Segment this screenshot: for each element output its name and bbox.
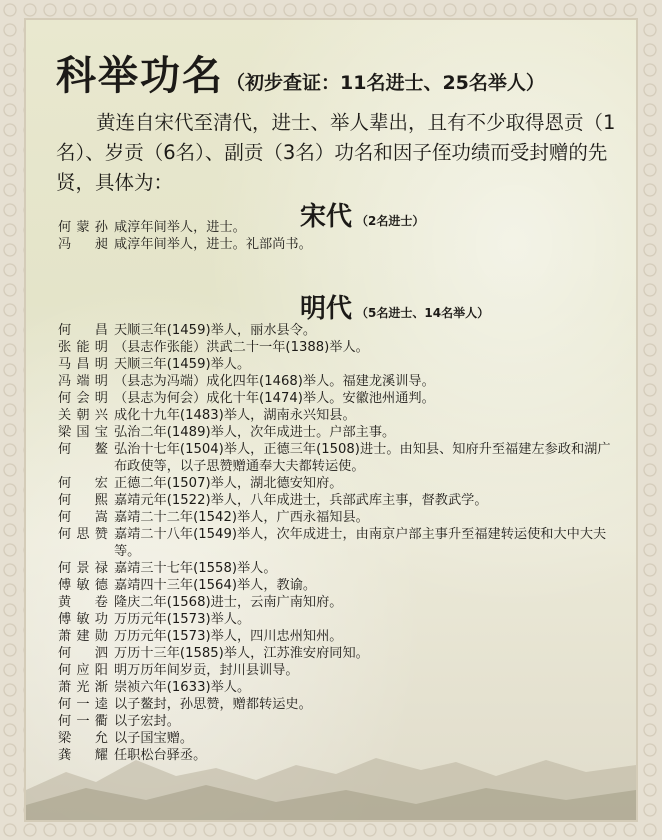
person-desc: 正德二年(1507)举人，湖北德安知府。 bbox=[114, 476, 343, 491]
person-name: 何 宏 bbox=[58, 476, 108, 491]
list-item bbox=[58, 577, 618, 594]
list-item bbox=[58, 645, 618, 662]
content-panel bbox=[26, 20, 636, 820]
person-name: 梁 允 bbox=[58, 731, 108, 746]
list-item bbox=[58, 747, 618, 764]
person-desc: 嘉靖元年(1522)举人，八年成进士，兵部武库主事，督教武学。 bbox=[114, 493, 488, 508]
person-desc: 嘉靖二十二年(1542)举人，广西永福知县。 bbox=[114, 510, 369, 525]
title-line bbox=[56, 44, 545, 101]
person-name: 萧建勋 bbox=[58, 629, 108, 644]
person-desc: 嘉靖三十七年(1558)举人。 bbox=[114, 561, 277, 576]
person-desc: 万历元年(1573)举人。 bbox=[114, 612, 251, 627]
list-item bbox=[58, 526, 618, 560]
person-desc: 明万历年间岁贡，封川县训导。 bbox=[114, 663, 299, 678]
list-item bbox=[58, 390, 618, 407]
list-item bbox=[58, 339, 618, 356]
person-desc: 万历十三年(1585)举人，江苏淮安府同知。 bbox=[114, 646, 369, 661]
person-name: 萧光渐 bbox=[58, 680, 108, 695]
list-item bbox=[58, 594, 618, 611]
person-name: 傅敏功 bbox=[58, 612, 108, 627]
person-desc: 嘉靖二十八年(1549)举人，次年成进士，由南京户部主事升至福建转运使和大中大夫等。 bbox=[114, 527, 607, 559]
person-name: 何一逵 bbox=[58, 697, 108, 712]
list-item bbox=[58, 219, 618, 236]
person-name: 关朝兴 bbox=[58, 408, 108, 423]
person-desc: 咸淳年间举人，进士。 bbox=[114, 220, 246, 235]
song-entry-list bbox=[58, 219, 618, 253]
person-name: 冯端明 bbox=[58, 374, 108, 389]
list-item bbox=[58, 356, 618, 373]
person-name: 何 泗 bbox=[58, 646, 108, 661]
person-desc: 崇祯六年(1633)举人。 bbox=[114, 680, 251, 695]
song-section-note: （2名进士） bbox=[356, 214, 425, 228]
person-name: 黄 卷 bbox=[58, 595, 108, 610]
person-desc: 弘治十七年(1504)举人，正德三年(1508)进士。由知县、知府升至福建左参政和湖广布政使等，以子思赞赠通奉大夫都转运使。 bbox=[114, 442, 611, 474]
list-item bbox=[58, 611, 618, 628]
ming-section-heading bbox=[300, 288, 489, 325]
person-name: 傅敏德 bbox=[58, 578, 108, 593]
person-name: 何会明 bbox=[58, 391, 108, 406]
person-name: 龚 耀 bbox=[58, 748, 108, 763]
person-name: 梁国宝 bbox=[58, 425, 108, 440]
person-desc: 弘治二年(1489)举人，次年成进士。户部主事。 bbox=[114, 425, 396, 440]
list-item bbox=[58, 628, 618, 645]
person-name: 何 嵩 bbox=[58, 510, 108, 525]
person-desc: （县志作张能）洪武二十一年(1388)举人。 bbox=[114, 340, 369, 355]
song-section-title: 宋代 bbox=[300, 202, 353, 232]
list-item bbox=[58, 373, 618, 390]
title-note: （初步查证：11名进士、25名举人） bbox=[226, 72, 545, 94]
person-desc: 隆庆二年(1568)进士，云南广南知府。 bbox=[114, 595, 343, 610]
person-desc: 万历元年(1573)举人，四川忠州知州。 bbox=[114, 629, 343, 644]
list-item bbox=[58, 679, 618, 696]
ming-entry-list bbox=[58, 322, 618, 764]
person-desc: 天顺三年(1459)举人，丽水县令。 bbox=[114, 323, 317, 338]
person-desc: 以子国宝赠。 bbox=[114, 731, 194, 746]
person-desc: 任职松台驿丞。 bbox=[114, 748, 207, 763]
person-name: 何 昌 bbox=[58, 323, 108, 338]
person-desc: 咸淳年间举人，进士。礼部尚书。 bbox=[114, 237, 312, 252]
person-name: 张能明 bbox=[58, 340, 108, 355]
person-desc: （县志为冯端）成化四年(1468)举人。福建龙溪训导。 bbox=[114, 374, 435, 389]
list-item bbox=[58, 407, 618, 424]
person-desc: 以子鳌封，孙思赞，赠都转运史。 bbox=[114, 697, 312, 712]
person-name: 冯 昶 bbox=[58, 237, 108, 252]
person-name: 何思赞 bbox=[58, 527, 108, 542]
list-item bbox=[58, 424, 618, 441]
person-desc: 嘉靖四十三年(1564)举人，教谕。 bbox=[114, 578, 317, 593]
person-desc: 成化十九年(1483)举人，湖南永兴知县。 bbox=[114, 408, 356, 423]
person-name: 何 鳌 bbox=[58, 442, 108, 457]
list-item bbox=[58, 696, 618, 713]
list-item bbox=[58, 509, 618, 526]
person-name: 何蒙孙 bbox=[58, 220, 108, 235]
person-desc: 天顺三年(1459)举人。 bbox=[114, 357, 251, 372]
list-item bbox=[58, 236, 618, 253]
person-name: 何景禄 bbox=[58, 561, 108, 576]
list-item bbox=[58, 662, 618, 679]
page-title: 科举功名 bbox=[56, 53, 224, 99]
list-item bbox=[58, 322, 618, 339]
list-item bbox=[58, 713, 618, 730]
list-item bbox=[58, 730, 618, 747]
person-name: 何应阳 bbox=[58, 663, 108, 678]
list-item bbox=[58, 475, 618, 492]
list-item bbox=[58, 441, 618, 475]
list-item bbox=[58, 560, 618, 577]
person-desc: 以子宏封。 bbox=[114, 714, 180, 729]
person-desc: （县志为何会）成化十年(1474)举人。安徽池州通判。 bbox=[114, 391, 435, 406]
person-name: 何一衢 bbox=[58, 714, 108, 729]
intro-paragraph: 黄连自宋代至清代，进士、举人辈出，且有不少取得恩贡（1名）、岁贡（6名）、副贡（3名）功名和因子侄功绩而受封赠的先贤，具体为： bbox=[56, 111, 616, 194]
ming-section-note: （5名进士、14名举人） bbox=[356, 306, 490, 320]
list-item bbox=[58, 492, 618, 509]
person-name: 何 熙 bbox=[58, 493, 108, 508]
ming-section-title: 明代 bbox=[300, 294, 353, 324]
person-name: 马昌明 bbox=[58, 357, 108, 372]
